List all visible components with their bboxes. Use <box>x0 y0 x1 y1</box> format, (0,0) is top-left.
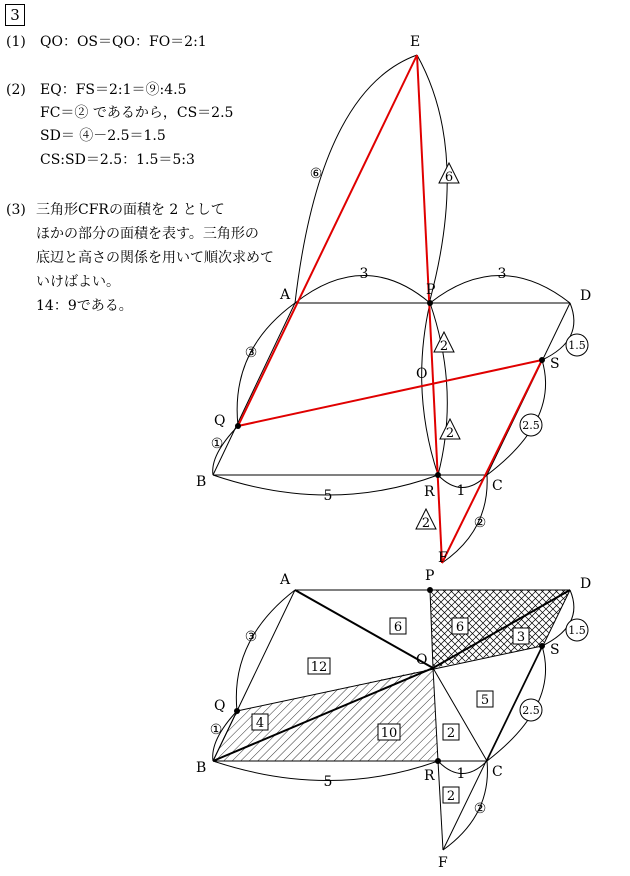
part3-line4: いけばよい。 <box>36 274 120 290</box>
fig2-area-POD: 6 <box>455 620 465 635</box>
fig1-point-S <box>539 357 545 363</box>
fig2-area-QBO: 4 <box>255 716 265 731</box>
figure-1 <box>210 55 574 563</box>
fig2-point-S <box>539 643 545 649</box>
fig1-seglabel-RC: 1 <box>456 483 466 499</box>
part2-line1: EQ：FS＝2:1＝⑨:4.5 <box>40 82 187 98</box>
fig2-area-ABO: 12 <box>310 660 328 675</box>
fig2-seglabel-BR: 5 <box>323 774 333 790</box>
fig2-area-ROC: 2 <box>446 726 456 741</box>
fig2-label-B: B <box>196 760 207 776</box>
part2-line4: CS:SD＝2.5：1.5＝5:3 <box>40 152 195 168</box>
fig1-seglabel-BR: 5 <box>323 488 333 504</box>
fig1-arclabel-DS: 1.5 <box>568 339 586 352</box>
part3-line1: 三角形CFRの面積を 2 として <box>36 202 225 218</box>
fig1-arclabel-AQ: ③ <box>244 345 258 361</box>
fig1-point-R <box>435 472 441 478</box>
fig1-point-P <box>427 300 433 306</box>
part2-label: (2) <box>6 82 26 98</box>
fig2-label-Q: Q <box>214 698 226 714</box>
fig1-arclabel-CF: ② <box>473 515 487 531</box>
problem-number: 3 <box>5 4 25 26</box>
fig2-arclabel-AQ: ③ <box>244 629 258 645</box>
fig1-point-Q <box>235 423 241 429</box>
part3-line3: 底辺と高さの関係を用いて順次求めて <box>36 250 274 266</box>
fig2-point-R <box>435 758 441 764</box>
fig1-side-BA <box>210 303 295 475</box>
fig1-label-B: B <box>196 474 207 490</box>
fig2-point-P <box>427 587 433 593</box>
fig1-label-D: D <box>580 288 592 304</box>
fig1-line-SF <box>442 360 542 563</box>
fig1-seglabel-AP: 3 <box>359 266 369 282</box>
fig2-arclabel-QB: ① <box>209 722 223 738</box>
fig1-label-A: A <box>280 287 291 303</box>
fig2-label-F: F <box>438 855 448 871</box>
fig1-label-R: R <box>424 484 435 500</box>
fig1-tri-EP: 6 <box>444 170 454 185</box>
fig1-label-O: O <box>416 366 428 382</box>
figure-1-point-labels <box>196 34 591 566</box>
fig1-label-F: F <box>438 550 448 566</box>
fig2-area-ODS: 3 <box>516 630 526 645</box>
part3-line2: ほかの部分の面積を表す。三角形の <box>36 226 259 242</box>
part1-line: QO：OS＝QO：FO＝2:1 <box>40 34 207 50</box>
fig1-label-S: S <box>550 356 560 372</box>
fig2-label-P: P <box>425 568 435 584</box>
fig2-label-R: R <box>424 768 435 784</box>
fig2-area-AOP: 6 <box>393 620 403 635</box>
fig2-area-BRO: 10 <box>380 726 398 741</box>
fig2-label-D: D <box>580 576 592 592</box>
fig1-seglabel-PD: 3 <box>497 266 507 282</box>
part3-label: (3) <box>6 202 26 218</box>
fig2-line-AO <box>295 590 433 668</box>
fig2-line-SF <box>443 646 542 850</box>
fig1-line-QE <box>238 55 417 426</box>
fig2-seglabel-RC: 1 <box>456 766 466 782</box>
fig2-line-RF <box>438 761 443 850</box>
fig1-label-P: P <box>426 282 436 298</box>
part2-line2: FC＝② であるから，CS＝2.5 <box>40 105 234 121</box>
fig2-area-RFC: 2 <box>446 789 456 804</box>
fig1-tri-OR: 2 <box>445 426 455 441</box>
fig2-arclabel-DS: 1.5 <box>568 624 586 637</box>
part3-line5: 14：9である。 <box>36 298 133 314</box>
fig2-line-OC <box>433 668 490 761</box>
fig1-tri-PO: 2 <box>439 339 449 354</box>
fig2-area-OSC: 5 <box>480 693 490 708</box>
part2-line3: SD＝ ④－2.5＝1.5 <box>40 128 166 144</box>
fig2-label-A: A <box>280 572 291 588</box>
fig1-label-C: C <box>492 478 503 494</box>
fig1-label-Q: Q <box>214 413 226 429</box>
fig1-arclabel-SC: 2.5 <box>522 419 540 432</box>
fig1-tri-RF: 2 <box>421 516 431 531</box>
fig1-label-E: E <box>410 34 421 50</box>
fig2-arclabel-SC: 2.5 <box>522 704 540 717</box>
fig1-line-QS <box>238 360 542 426</box>
fig2-label-S: S <box>550 642 560 658</box>
fig2-label-C: C <box>492 764 503 780</box>
fig2-label-O: O <box>416 652 428 668</box>
fig1-arclabel-QB: ① <box>210 436 224 452</box>
part1-label: (1) <box>6 34 26 50</box>
figure-1-segment-labels <box>211 166 507 531</box>
fig2-arclabel-CF: ② <box>473 801 487 817</box>
fig1-arclabel-AE: ⑥ <box>309 166 323 182</box>
fig2-point-Q <box>234 708 240 714</box>
